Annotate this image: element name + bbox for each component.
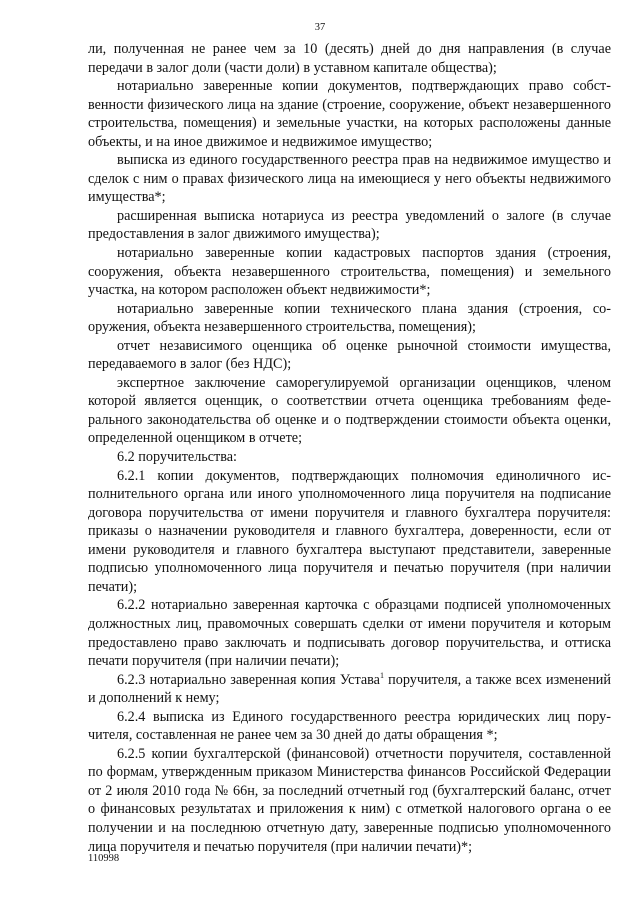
paragraph-expert-opinion: экспертное заключение саморегулируемой организации оценщиков, членом которой является оценщик, о соответствии отчета оценщика требованиям федерального законодательства об оценке и о подтверждении стоимости объекта оценки, определенной оценщиком в отчете; (88, 374, 611, 447)
paragraph-6-2-3-text: 6.2.3 нотариально заверенная копия Устава (117, 671, 380, 688)
page-number: 37 (314, 22, 326, 33)
paragraph-technical-plan: нотариально заверенные копии технического плана здания (строения, сооружения, объекта незавершенного строительства, помещения); (88, 300, 611, 336)
paragraph-ownership-documents: нотариально заверенные копии документов, подтверждающих право собственности физического лица на здание (строение, сооружение, объект незавершенного строительства, помещения) и земельные участки, на которых расположены данные объекты, и на иное движимое и недвижимое имущество; (88, 78, 611, 150)
section-heading-6-2: 6.2 поручительства: (117, 449, 237, 466)
paragraph-pledge-notice-extract: расширенная выписка нотариуса из реестра уведомлений о залоге (в случае предоставления в залог движимого имущества); (88, 207, 611, 243)
paragraph-cadastral-passports: нотариально заверенные копии кадастровых паспортов здания (строения, сооружения, объекта незавершенного строительства, помещения) и земельного участка, на котором расположен объект недвижимости*; (88, 245, 611, 299)
paragraph-real-estate-registry-extract: выписка из единого государственного реестра прав на недвижимое имущество и сделок с ним о правах физического лица на имеющиеся у него объекты недвижимого имущества*; (88, 152, 611, 206)
paragraph-share-pledge-continuation: ли, полученная не ранее чем за 10 (десять) дней до дня направления (в случае передачи в залог доли (части доли) в уставном капитале общества); (88, 41, 611, 76)
document-code: 110998 (88, 853, 120, 864)
footnote-marker: 1 (379, 670, 384, 680)
document-body (88, 40, 611, 856)
paragraph-6-2-3-text-end: поручителя, а также всех изменений и дополнений к нему; (88, 671, 611, 707)
paragraph-6-2-1: 6.2.1 копии документов, подтверждающих полномочия единоличного исполнительного органа или иного уполномоченного лица поручителя на подписание договора поручительства от имени поручителя и главного бухгалтера поручителя: приказы о назначении руководителя и главного бухгалтера, доверенности, если от имени руководителя и главного бухгалтера выступают представители, заверенные подписью уполномоченного лица поручителя и печатью поручителя (при наличии печати); (88, 467, 611, 595)
paragraph-6-2-5: 6.2.5 копии бухгалтерской (финансовой) отчетности поручителя, составленной по формам, утвержденным приказом Министерства финансов Российской Федерации от 2 июля 2010 года № 66н, за последний отчетный год (бухгалтерский баланс, отчет о финансовых результатах и приложения к ним) с отметкой налогового органа о ее получении и на последнюю отчетную дату, заверенные подписью уполномоченного лица поручителя и печатью поручителя (при наличии печати)*; (88, 745, 611, 855)
paragraph-6-2-3 (88, 671, 611, 708)
paragraph-6-2-4: 6.2.4 выписка из Единого государственного реестра юридических лиц поручителя, составленная не ранее чем за 30 дней до даты обращения *; (88, 708, 611, 744)
paragraph-6-2-2: 6.2.2 нотариально заверенная карточка с образцами подписей уполномоченных должностных лиц, правомочных совершать сделки от имени поручителя и которым предоставлено право заключать и подписывать договор поручительства, и оттиска печати поручителя (при наличии печати); (88, 597, 611, 670)
paragraph-appraisal-report: отчет независимого оценщика об оценке рыночной стоимости имущества, передаваемого в залог (без НДС); (88, 337, 611, 373)
